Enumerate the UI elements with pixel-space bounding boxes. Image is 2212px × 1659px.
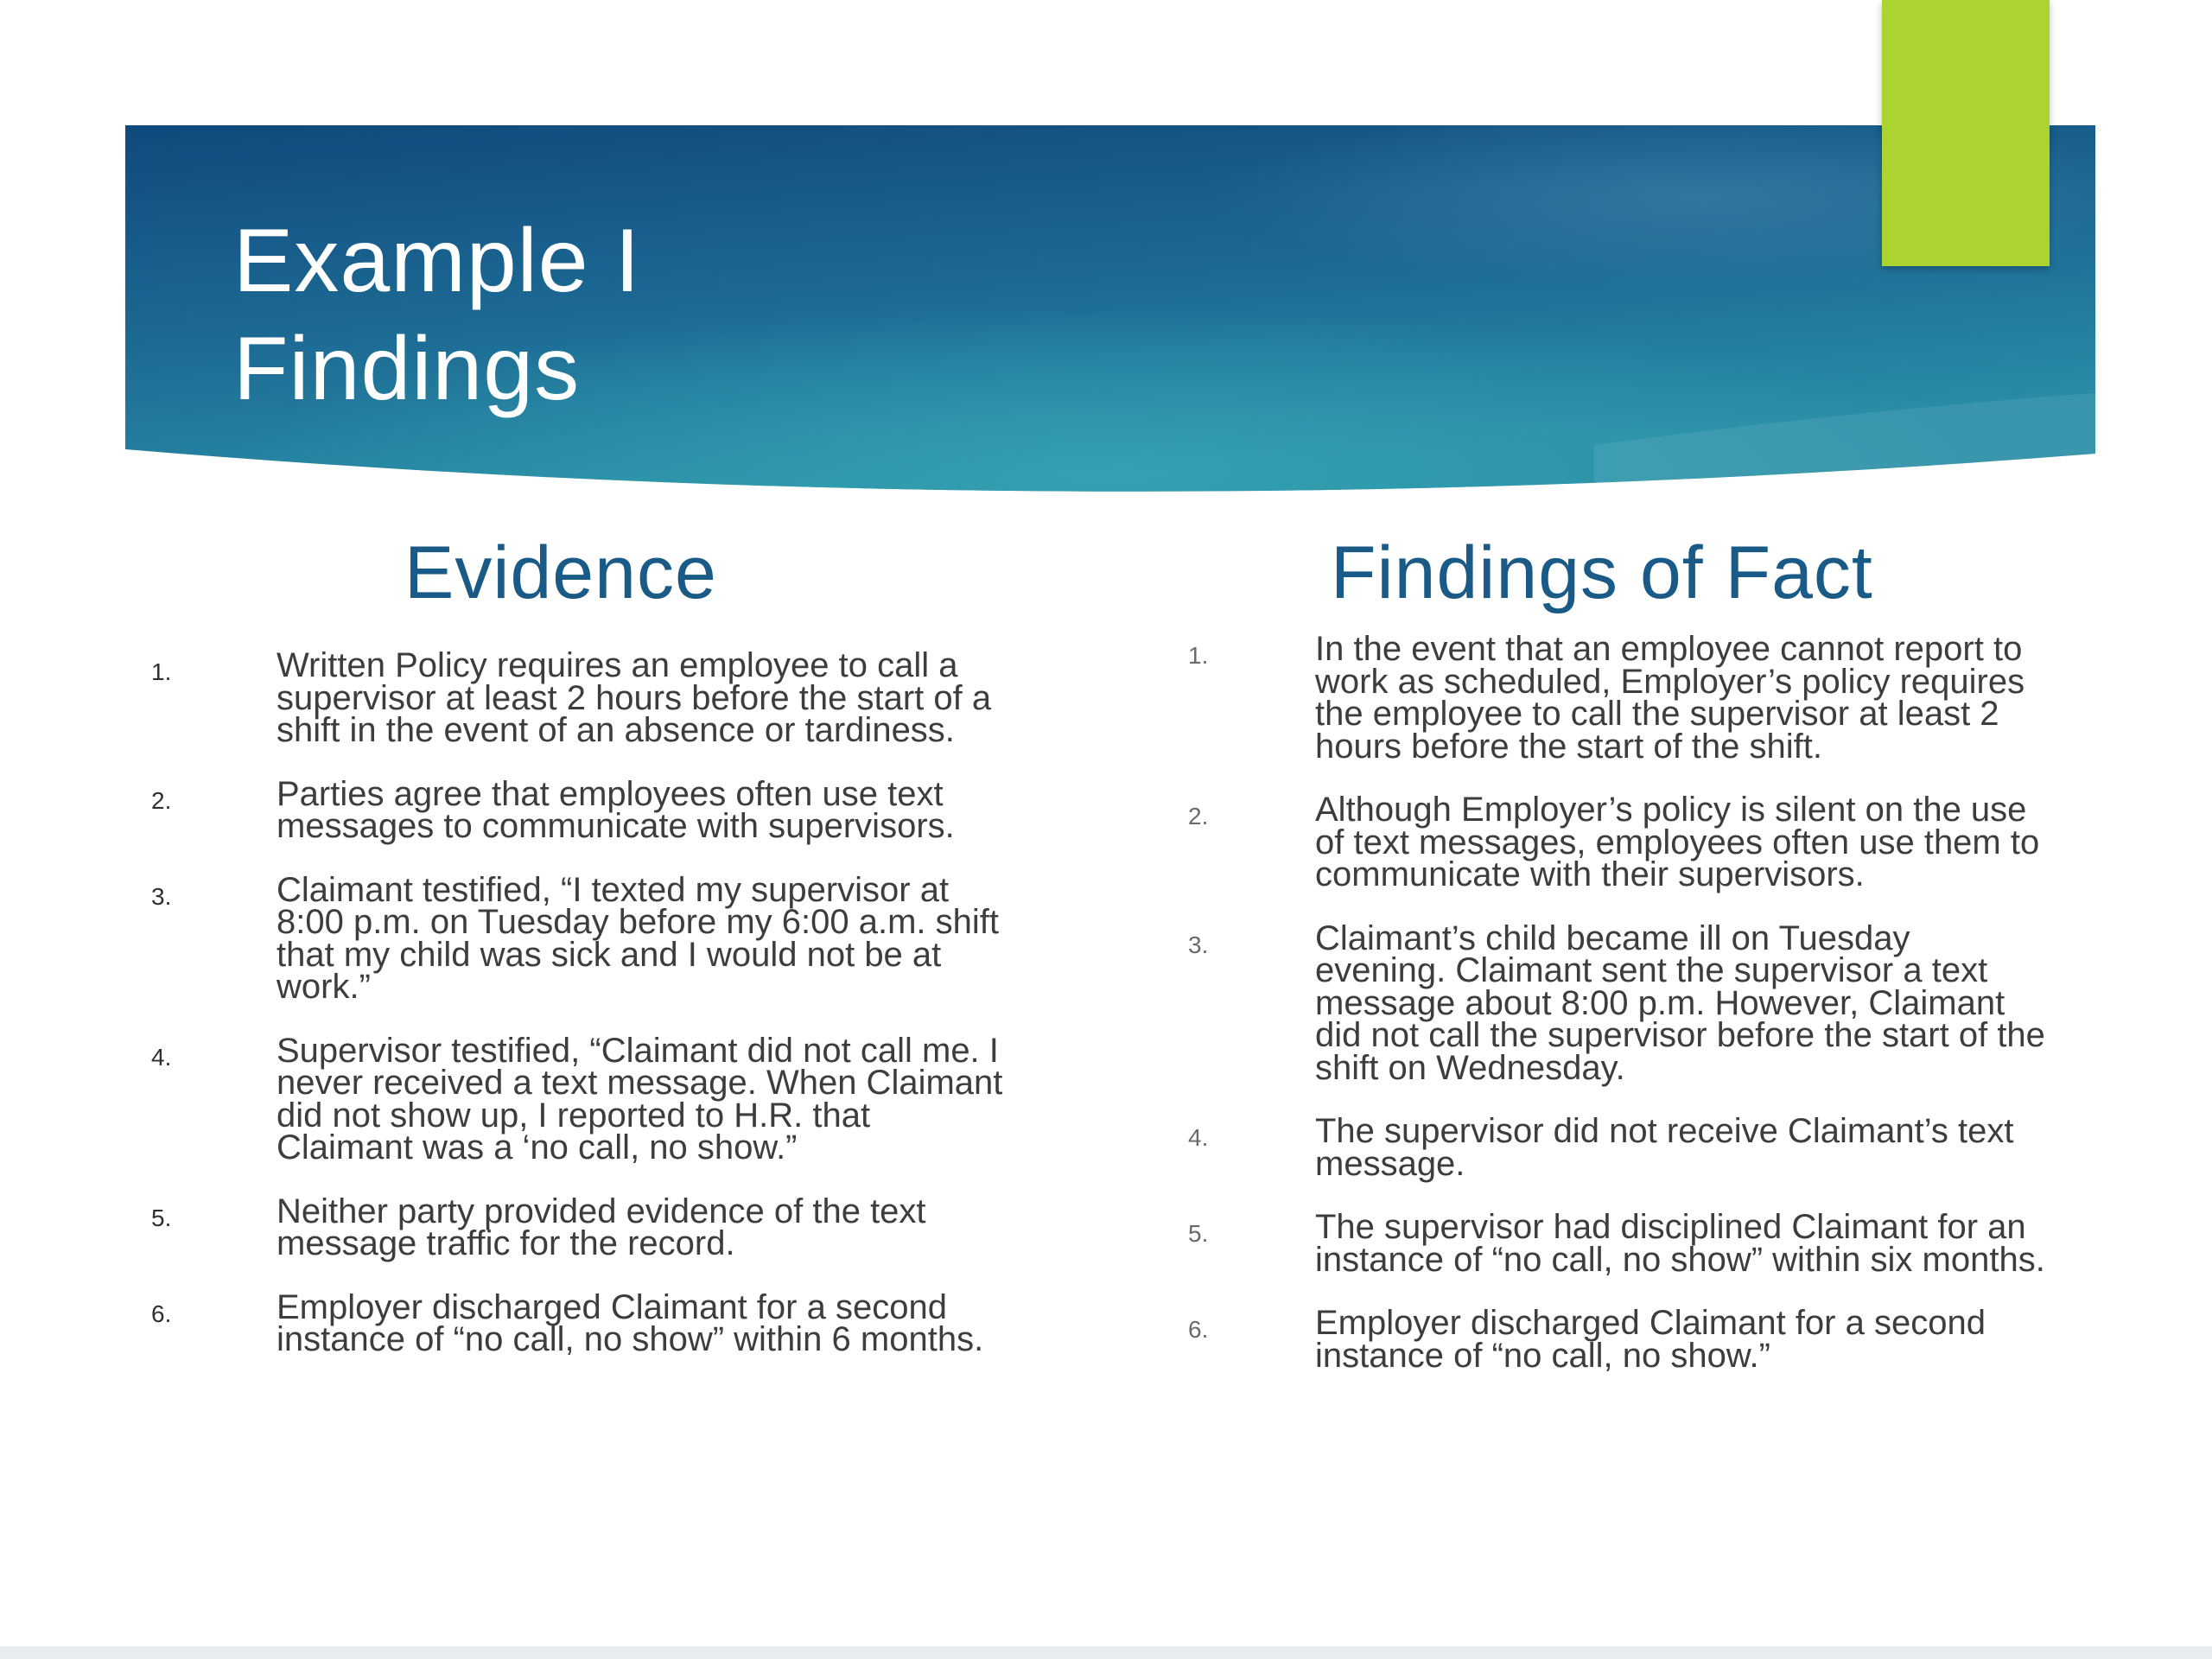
item-text: Supervisor testified, “Claimant did not call me. I never received a text message. When Claimant did not show up, I reported to H.R. that Claimant was a ‘no call, no show.” xyxy=(276,1031,1003,1166)
item-text: Neither party provided evidence of the text message traffic for the record. xyxy=(276,1192,926,1262)
accent-tab xyxy=(1882,0,2050,266)
evidence-item xyxy=(147,1031,1011,1166)
bottom-strip xyxy=(0,1646,2212,1659)
item-number: 1. xyxy=(151,658,172,685)
item-number: 5. xyxy=(1188,1220,1209,1247)
item-number: 5. xyxy=(151,1204,172,1231)
item-text: Employer discharged Claimant for a second instance of “no call, no show” within 6 months. xyxy=(276,1287,984,1358)
finding-item xyxy=(1184,791,2048,893)
item-number: 3. xyxy=(151,882,172,910)
evidence-item xyxy=(147,1192,1011,1262)
item-text: In the event that an employee cannot report to work as scheduled, Employer’s policy requires the employee to call the supervisor at least 2 hours before the start of the shift. xyxy=(1315,630,2025,766)
item-number: 3. xyxy=(1188,931,1209,958)
item-text: The supervisor did not receive Claimant’s text message. xyxy=(1315,1112,2014,1183)
evidence-item xyxy=(147,870,1011,1006)
item-text: Although Employer’s policy is silent on the use of text messages, employees often use them to communicate with their supervisors. xyxy=(1315,791,2040,893)
finding-item xyxy=(1184,1112,2048,1183)
slide-title xyxy=(233,207,640,423)
title-line-1: Example I xyxy=(233,211,641,311)
evidence-item xyxy=(147,774,1011,845)
finding-item xyxy=(1184,918,2048,1087)
item-text: Written Policy requires an employee to call a supervisor at least 2 hours before the start of a shift in the event of an absence or tardiness. xyxy=(276,646,992,749)
findings-list xyxy=(1184,630,2048,1375)
item-text: Claimant testified, “I texted my supervisor at 8:00 p.m. on Tuesday before my 6:00 a.m. shift that my child was sick and I would not be at work.” xyxy=(276,870,999,1006)
findings-heading: Findings of Fact xyxy=(1331,531,1873,614)
evidence-item xyxy=(147,1287,1011,1358)
evidence-item xyxy=(147,646,1011,749)
finding-item xyxy=(1184,630,2048,766)
title-line-2: Findings xyxy=(233,319,581,419)
item-text: The supervisor had disciplined Claimant for an instance of “no call, no show” within six months. xyxy=(1315,1208,2045,1279)
item-number: 4. xyxy=(151,1043,172,1071)
item-number: 2. xyxy=(1188,803,1209,830)
item-text: Employer discharged Claimant for a second instance of “no call, no show.” xyxy=(1315,1304,1986,1375)
item-number: 6. xyxy=(151,1300,172,1327)
evidence-list xyxy=(147,646,1011,1358)
item-number: 2. xyxy=(151,786,172,814)
item-number: 6. xyxy=(1188,1316,1209,1343)
item-number: 4. xyxy=(1188,1124,1209,1151)
finding-item xyxy=(1184,1208,2048,1279)
item-number: 1. xyxy=(1188,642,1209,669)
item-text: Parties agree that employees often use text messages to communicate with supervisors. xyxy=(276,774,955,845)
item-text: Claimant’s child became ill on Tuesday evening. Claimant sent the supervisor a text message about 8:00 p.m. However, Claimant did not call the supervisor before the start of the shift on Wednesday. xyxy=(1315,918,2045,1087)
evidence-heading: Evidence xyxy=(404,531,717,614)
finding-item xyxy=(1184,1304,2048,1375)
